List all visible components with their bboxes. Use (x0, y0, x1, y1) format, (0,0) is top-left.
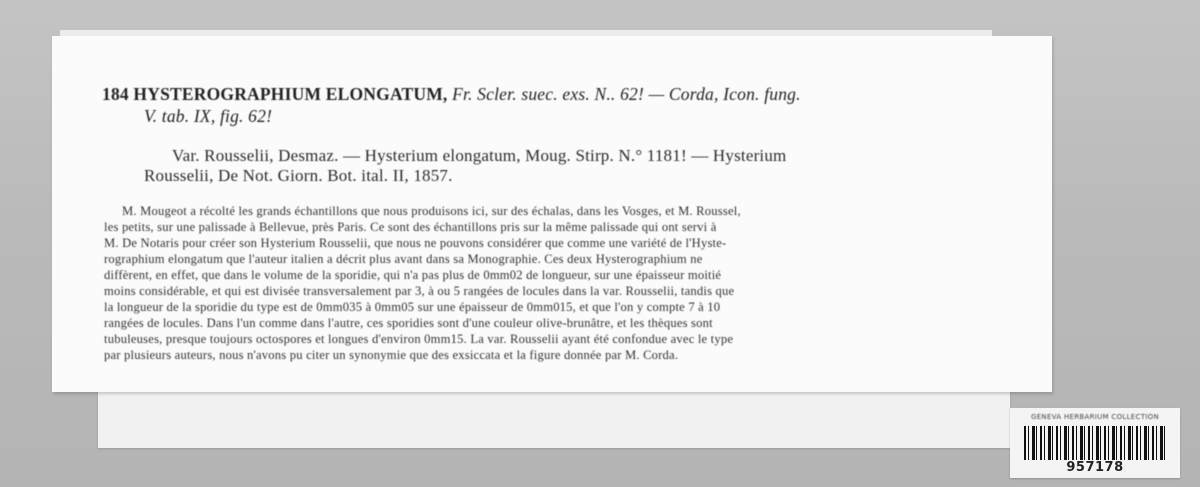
variety-line-2: Rousselii, De Not. Giorn. Bot. ital. II, 1857. (144, 166, 453, 185)
body-line: tubuleuses, presque toujours octospores et longues d'environ 0mm15. La var. Rousselii ayant été confondue avec le type (104, 332, 734, 346)
body-line: moins considérable, et qui est divisée transversalement par 3, à ou 5 rangées de locules dans la var. Rousselii, tandis que (104, 284, 735, 298)
species-name: 184 HYSTEROGRAPHIUM ELONGATUM, (102, 84, 453, 104)
variety-line-1: Var. Rousselii, Desmaz. — Hysterium elongatum, Moug. Stirp. N.° 1181! — Hysterium (172, 146, 787, 165)
species-citation: Fr. Scler. suec. exs. N.. 62! — Corda, Icon. fung. (452, 84, 801, 104)
body-line: rangées de locules. Dans l'un comme dans l'autre, ces sporidies sont d'une couleur olive-brunâtre, et les thèques sont (104, 316, 713, 330)
body-line: les petits, sur une palissade à Bellevue, près Paris. Ce sont des échantillons pris sur la même palissade qui ont servi à (104, 220, 717, 234)
backing-sheet (98, 390, 1010, 448)
body-line: rographium elongatum que l'auteur italien a décrit plus avant dans sa Monographie. Ces deux Hysterographium ne (104, 252, 703, 266)
barcode-label (1010, 408, 1180, 478)
body-line: M. Mougeot a récolté les grands échantillons que nous produisons ici, sur des échalas, dans les Vosges, et M. Roussel, (122, 204, 741, 218)
body-line: par plusieurs auteurs, nous n'avons pu citer un synonymie que des exsiccata et la figure donnée par M. Corda. (104, 348, 679, 362)
barcode-collection-title: GENEVA HERBARIUM COLLECTION (1030, 413, 1159, 421)
barcode-number: 957178 (1066, 460, 1124, 475)
species-heading (102, 84, 801, 105)
species-heading-cont (144, 106, 272, 127)
body-line: la longueur de la sporidie du type est de 0mm035 à 0mm05 sur une épaisseur de 0mm015, et que l'on y compte 7 à 10 (104, 300, 721, 314)
species-citation-cont: V. tab. IX, fig. 62! (144, 106, 273, 126)
herbarium-label (52, 36, 1052, 392)
body-line: diffèrent, en effet, que dans le volume de la sporidie, qui n'a pas plus de 0mm02 de longueur, sur une épaisseur moitié (104, 268, 722, 282)
barcode-icon (1024, 426, 1166, 460)
body-line: M. De Notaris pour créer son Hysterium Rousselii, que nous ne pouvons considérer que comme une variété de l'Hyste- (104, 236, 727, 250)
